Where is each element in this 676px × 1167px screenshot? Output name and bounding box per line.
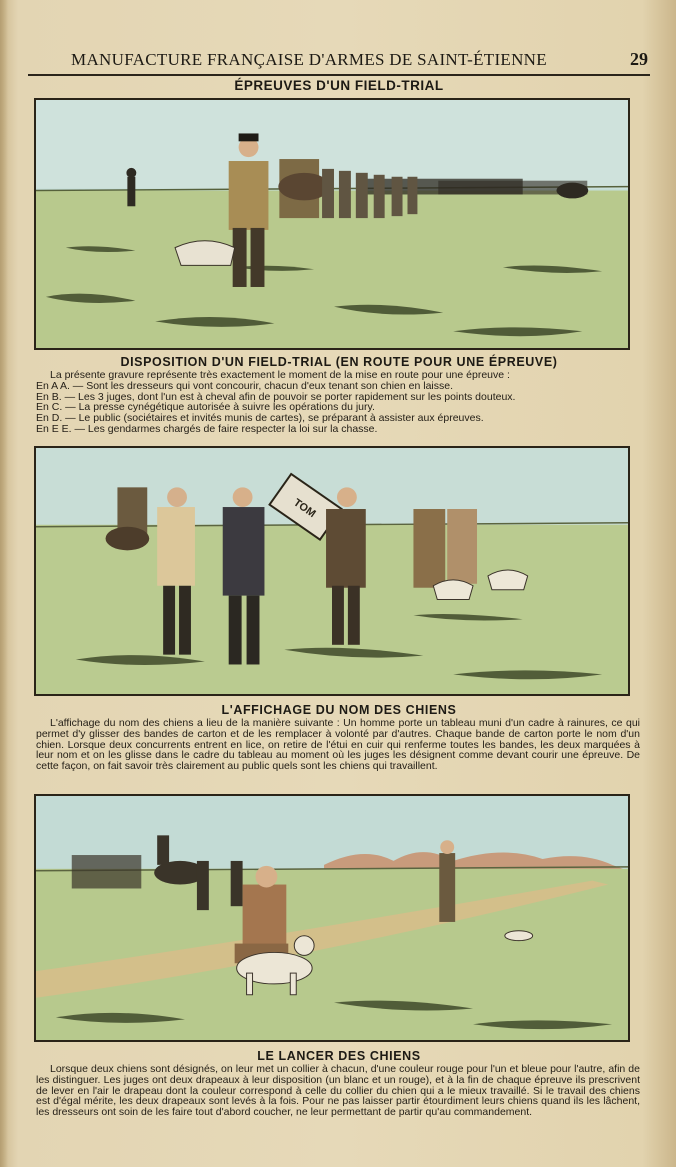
- plate3-drawing: [36, 796, 628, 1040]
- plate3-caption-title: LE LANCER DES CHIENS: [257, 1049, 421, 1063]
- plate2-caption: [36, 718, 640, 772]
- section-title: ÉPREUVES D'UN FIELD-TRIAL: [234, 78, 444, 93]
- plate1-drawing: [36, 100, 628, 348]
- plate1-line-a: En A A. — Sont les dresseurs qui vont concourir, chacun d'eux tenant son chien en laisse.: [36, 379, 454, 392]
- page-header: [28, 48, 650, 76]
- plate1-intro: La présente gravure représente très exactement le moment de la mise en route pour une épreuve :: [50, 369, 510, 381]
- plate1-line-b: En B. — Les 3 juges, dont l'un est à cheval afin de pouvoir se porter rapidement sur les points douteux.: [36, 390, 516, 403]
- plate3-caption: [36, 1064, 640, 1118]
- plate1-line-e: En E E. — Les gendarmes chargés de faire respecter la loi sur la chasse.: [36, 422, 378, 435]
- page-edge-shadow: [0, 0, 8, 1167]
- plate2-drawing: [36, 448, 628, 694]
- plate1-caption-title: DISPOSITION D'UN FIELD-TRIAL (EN ROUTE POUR UNE ÉPREUVE): [120, 355, 558, 369]
- plate1-line-c: En C. — La presse cynégétique autorisée à suivre les opérations du jury.: [36, 401, 375, 414]
- plate3-text: Lorsque deux chiens sont désignés, on leur met un collier à chacun, d'une couleur rouge pour l'un et bleue pour l'autre, afin de les distinguer. Les juges ont deux drapeaux à leur disposition (un blanc et un rouge), et à la fin de chaque épreuve ils prescrivent de lever en l'air le drapeau dont la couleur correspond à celle du collier du chien qui a le mieux travaillé. Si le travail des chiens est d'égal mérite, les deux drapeaux sont levés à la fois. Pour ne pas laisser partir étourdiment leurs chiens quand ils les lâchent, les dresseurs ont soin de les faire tout d'abord coucher, ne leur permettant de partir qu'au commandement.: [36, 1063, 640, 1119]
- plate1-caption: [36, 370, 640, 435]
- plate2-text: L'affichage du nom des chiens a lieu de la manière suivante : Un homme porte un tableau muni d'un cadre à rainures, ce qui permet d'y glisser des bandes de carton et de les remplacer à volonté par d'autres. Chaque bande de carton porte le nom d'un chien. Lorsque deux concurrents entrent en lice, on retire de l'étui en cuir qui renferme toutes les bandes, les deux marquées à leur nom et on les glisse dans le cadre du tableau au moment où les juges les désignent comme devant courir une épreuve. De cette façon, on fait savoir très clairement au public quels sont les chiens qui travaillent.: [36, 717, 640, 773]
- sign-board-text: TOM: [291, 496, 318, 521]
- illustration-dog-name-display: [34, 446, 630, 696]
- illustration-dog-release: [34, 794, 630, 1042]
- plate1-line-d: En D. — Le public (sociétaires et invités munis de cartes), se préparant à assister aux épreuves.: [36, 412, 484, 425]
- illustration-field-trial-procession: [34, 98, 630, 350]
- header-title: MANUFACTURE FRANÇAISE D'ARMES DE SAINT-ÉTIENNE: [71, 50, 547, 69]
- page-number: 29: [630, 49, 648, 69]
- plate2-caption-title: L'AFFICHAGE DU NOM DES CHIENS: [221, 703, 457, 717]
